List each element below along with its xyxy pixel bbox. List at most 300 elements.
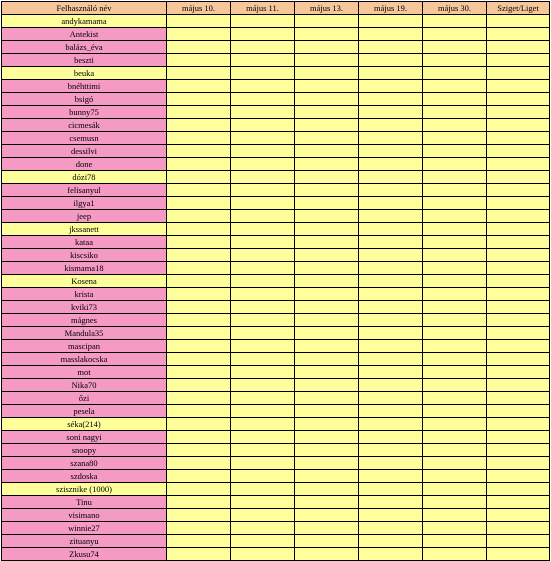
entry-cell[interactable] — [487, 535, 550, 548]
entry-cell[interactable] — [167, 301, 231, 314]
entry-cell[interactable] — [295, 28, 359, 41]
entry-cell[interactable] — [359, 275, 423, 288]
entry-cell[interactable] — [167, 80, 231, 93]
entry-cell[interactable] — [295, 210, 359, 223]
entry-cell[interactable] — [231, 496, 295, 509]
entry-cell[interactable] — [423, 509, 487, 522]
entry-cell[interactable] — [423, 444, 487, 457]
entry-cell[interactable] — [359, 418, 423, 431]
entry-cell[interactable] — [295, 379, 359, 392]
username-cell[interactable]: masslakocska — [2, 353, 167, 366]
username-cell[interactable]: bnéhttimi — [2, 80, 167, 93]
entry-cell[interactable] — [295, 67, 359, 80]
entry-cell[interactable] — [359, 223, 423, 236]
entry-cell[interactable] — [295, 548, 359, 561]
entry-cell[interactable] — [167, 431, 231, 444]
entry-cell[interactable] — [487, 314, 550, 327]
entry-cell[interactable] — [231, 249, 295, 262]
entry-cell[interactable] — [359, 509, 423, 522]
entry-cell[interactable] — [487, 223, 550, 236]
entry-cell[interactable] — [167, 522, 231, 535]
entry-cell[interactable] — [167, 210, 231, 223]
entry-cell[interactable] — [423, 470, 487, 483]
entry-cell[interactable] — [359, 548, 423, 561]
entry-cell[interactable] — [167, 366, 231, 379]
entry-cell[interactable] — [231, 80, 295, 93]
username-cell[interactable]: bsigó — [2, 93, 167, 106]
entry-cell[interactable] — [295, 340, 359, 353]
entry-cell[interactable] — [423, 379, 487, 392]
username-cell[interactable]: szana80 — [2, 457, 167, 470]
header-date-1[interactable]: május 10. — [167, 2, 231, 15]
entry-cell[interactable] — [359, 366, 423, 379]
entry-cell[interactable] — [295, 93, 359, 106]
entry-cell[interactable] — [295, 249, 359, 262]
entry-cell[interactable] — [359, 444, 423, 457]
entry-cell[interactable] — [487, 457, 550, 470]
entry-cell[interactable] — [295, 288, 359, 301]
entry-cell[interactable] — [167, 379, 231, 392]
entry-cell[interactable] — [487, 405, 550, 418]
entry-cell[interactable] — [359, 93, 423, 106]
entry-cell[interactable] — [423, 327, 487, 340]
entry-cell[interactable] — [231, 41, 295, 54]
entry-cell[interactable] — [359, 67, 423, 80]
entry-cell[interactable] — [359, 15, 423, 28]
entry-cell[interactable] — [167, 457, 231, 470]
entry-cell[interactable] — [231, 262, 295, 275]
entry-cell[interactable] — [167, 41, 231, 54]
entry-cell[interactable] — [231, 353, 295, 366]
username-cell[interactable]: séka(214) — [2, 418, 167, 431]
entry-cell[interactable] — [295, 496, 359, 509]
entry-cell[interactable] — [167, 509, 231, 522]
entry-cell[interactable] — [359, 210, 423, 223]
header-username[interactable]: Felhasználó név — [2, 2, 167, 15]
entry-cell[interactable] — [295, 327, 359, 340]
entry-cell[interactable] — [359, 314, 423, 327]
entry-cell[interactable] — [295, 223, 359, 236]
entry-cell[interactable] — [423, 301, 487, 314]
username-cell[interactable]: Nika70 — [2, 379, 167, 392]
username-cell[interactable]: ilgya1 — [2, 197, 167, 210]
entry-cell[interactable] — [295, 392, 359, 405]
entry-cell[interactable] — [231, 210, 295, 223]
entry-cell[interactable] — [487, 548, 550, 561]
entry-cell[interactable] — [295, 54, 359, 67]
entry-cell[interactable] — [487, 54, 550, 67]
entry-cell[interactable] — [231, 197, 295, 210]
entry-cell[interactable] — [295, 405, 359, 418]
entry-cell[interactable] — [231, 522, 295, 535]
entry-cell[interactable] — [359, 288, 423, 301]
entry-cell[interactable] — [295, 275, 359, 288]
username-cell[interactable]: mascipan — [2, 340, 167, 353]
entry-cell[interactable] — [167, 483, 231, 496]
entry-cell[interactable] — [231, 327, 295, 340]
entry-cell[interactable] — [295, 470, 359, 483]
entry-cell[interactable] — [231, 288, 295, 301]
entry-cell[interactable] — [167, 197, 231, 210]
entry-cell[interactable] — [423, 314, 487, 327]
entry-cell[interactable] — [167, 132, 231, 145]
entry-cell[interactable] — [167, 28, 231, 41]
entry-cell[interactable] — [487, 483, 550, 496]
entry-cell[interactable] — [295, 132, 359, 145]
entry-cell[interactable] — [295, 197, 359, 210]
username-cell[interactable]: szdoska — [2, 470, 167, 483]
entry-cell[interactable] — [167, 496, 231, 509]
username-cell[interactable]: kiscsiko — [2, 249, 167, 262]
entry-cell[interactable] — [423, 496, 487, 509]
entry-cell[interactable] — [359, 54, 423, 67]
entry-cell[interactable] — [167, 327, 231, 340]
entry-cell[interactable] — [423, 54, 487, 67]
entry-cell[interactable] — [487, 327, 550, 340]
username-cell[interactable]: bunny75 — [2, 106, 167, 119]
entry-cell[interactable] — [423, 457, 487, 470]
entry-cell[interactable] — [359, 106, 423, 119]
header-date-2[interactable]: május 11. — [231, 2, 295, 15]
entry-cell[interactable] — [295, 444, 359, 457]
entry-cell[interactable] — [359, 28, 423, 41]
entry-cell[interactable] — [231, 509, 295, 522]
entry-cell[interactable] — [167, 288, 231, 301]
entry-cell[interactable] — [423, 522, 487, 535]
entry-cell[interactable] — [359, 301, 423, 314]
entry-cell[interactable] — [359, 496, 423, 509]
entry-cell[interactable] — [487, 496, 550, 509]
entry-cell[interactable] — [295, 106, 359, 119]
header-date-3[interactable]: május 13. — [295, 2, 359, 15]
entry-cell[interactable] — [487, 67, 550, 80]
entry-cell[interactable] — [359, 145, 423, 158]
entry-cell[interactable] — [167, 444, 231, 457]
entry-cell[interactable] — [423, 262, 487, 275]
entry-cell[interactable] — [423, 41, 487, 54]
entry-cell[interactable] — [231, 54, 295, 67]
entry-cell[interactable] — [487, 366, 550, 379]
entry-cell[interactable] — [295, 509, 359, 522]
username-cell[interactable]: balázs_éva — [2, 41, 167, 54]
entry-cell[interactable] — [423, 418, 487, 431]
entry-cell[interactable] — [231, 535, 295, 548]
entry-cell[interactable] — [167, 392, 231, 405]
entry-cell[interactable] — [231, 340, 295, 353]
entry-cell[interactable] — [167, 548, 231, 561]
entry-cell[interactable] — [359, 535, 423, 548]
entry-cell[interactable] — [231, 483, 295, 496]
entry-cell[interactable] — [231, 457, 295, 470]
username-cell[interactable]: szisznike (1000) — [2, 483, 167, 496]
entry-cell[interactable] — [167, 15, 231, 28]
entry-cell[interactable] — [167, 418, 231, 431]
username-cell[interactable]: Kosena — [2, 275, 167, 288]
entry-cell[interactable] — [231, 444, 295, 457]
entry-cell[interactable] — [487, 210, 550, 223]
entry-cell[interactable] — [487, 197, 550, 210]
entry-cell[interactable] — [487, 379, 550, 392]
entry-cell[interactable] — [423, 15, 487, 28]
username-cell[interactable]: beszti — [2, 54, 167, 67]
entry-cell[interactable] — [487, 470, 550, 483]
entry-cell[interactable] — [487, 392, 550, 405]
entry-cell[interactable] — [295, 236, 359, 249]
entry-cell[interactable] — [231, 275, 295, 288]
entry-cell[interactable] — [423, 353, 487, 366]
entry-cell[interactable] — [359, 158, 423, 171]
entry-cell[interactable] — [167, 223, 231, 236]
entry-cell[interactable] — [487, 275, 550, 288]
entry-cell[interactable] — [423, 184, 487, 197]
entry-cell[interactable] — [167, 93, 231, 106]
entry-cell[interactable] — [423, 119, 487, 132]
username-cell[interactable]: andykamama — [2, 15, 167, 28]
entry-cell[interactable] — [295, 15, 359, 28]
username-cell[interactable]: kismama18 — [2, 262, 167, 275]
username-cell[interactable]: őzi — [2, 392, 167, 405]
entry-cell[interactable] — [231, 106, 295, 119]
entry-cell[interactable] — [359, 249, 423, 262]
entry-cell[interactable] — [423, 197, 487, 210]
username-cell[interactable]: csemusn — [2, 132, 167, 145]
entry-cell[interactable] — [231, 392, 295, 405]
entry-cell[interactable] — [487, 106, 550, 119]
entry-cell[interactable] — [167, 249, 231, 262]
entry-cell[interactable] — [231, 67, 295, 80]
username-cell[interactable]: cicmesák — [2, 119, 167, 132]
entry-cell[interactable] — [359, 392, 423, 405]
username-cell[interactable]: jeep — [2, 210, 167, 223]
entry-cell[interactable] — [295, 158, 359, 171]
entry-cell[interactable] — [167, 340, 231, 353]
entry-cell[interactable] — [295, 301, 359, 314]
entry-cell[interactable] — [167, 314, 231, 327]
username-cell[interactable]: dózi78 — [2, 171, 167, 184]
entry-cell[interactable] — [231, 132, 295, 145]
username-cell[interactable]: Zkusu74 — [2, 548, 167, 561]
entry-cell[interactable] — [423, 275, 487, 288]
username-cell[interactable]: done — [2, 158, 167, 171]
entry-cell[interactable] — [231, 15, 295, 28]
entry-cell[interactable] — [231, 145, 295, 158]
username-cell[interactable]: felisanyul — [2, 184, 167, 197]
username-cell[interactable]: Antekist — [2, 28, 167, 41]
username-cell[interactable]: snoopy — [2, 444, 167, 457]
entry-cell[interactable] — [359, 340, 423, 353]
entry-cell[interactable] — [487, 15, 550, 28]
entry-cell[interactable] — [423, 548, 487, 561]
entry-cell[interactable] — [359, 379, 423, 392]
header-sziget-liget[interactable]: Sziget/Liget — [487, 2, 550, 15]
entry-cell[interactable] — [295, 457, 359, 470]
entry-cell[interactable] — [423, 210, 487, 223]
entry-cell[interactable] — [487, 301, 550, 314]
entry-cell[interactable] — [231, 548, 295, 561]
entry-cell[interactable] — [423, 171, 487, 184]
header-date-4[interactable]: május 19. — [359, 2, 423, 15]
entry-cell[interactable] — [167, 145, 231, 158]
entry-cell[interactable] — [295, 41, 359, 54]
entry-cell[interactable] — [295, 418, 359, 431]
entry-cell[interactable] — [359, 470, 423, 483]
entry-cell[interactable] — [231, 171, 295, 184]
entry-cell[interactable] — [167, 405, 231, 418]
entry-cell[interactable] — [231, 119, 295, 132]
entry-cell[interactable] — [487, 184, 550, 197]
entry-cell[interactable] — [231, 301, 295, 314]
entry-cell[interactable] — [487, 431, 550, 444]
entry-cell[interactable] — [423, 158, 487, 171]
entry-cell[interactable] — [359, 80, 423, 93]
entry-cell[interactable] — [487, 340, 550, 353]
entry-cell[interactable] — [359, 41, 423, 54]
entry-cell[interactable] — [423, 80, 487, 93]
entry-cell[interactable] — [231, 314, 295, 327]
entry-cell[interactable] — [359, 457, 423, 470]
entry-cell[interactable] — [167, 54, 231, 67]
entry-cell[interactable] — [231, 223, 295, 236]
username-cell[interactable]: kataa — [2, 236, 167, 249]
entry-cell[interactable] — [231, 28, 295, 41]
entry-cell[interactable] — [423, 145, 487, 158]
entry-cell[interactable] — [167, 171, 231, 184]
username-cell[interactable]: kristа — [2, 288, 167, 301]
entry-cell[interactable] — [487, 236, 550, 249]
entry-cell[interactable] — [167, 262, 231, 275]
username-cell[interactable]: visimano — [2, 509, 167, 522]
username-cell[interactable]: Mandula35 — [2, 327, 167, 340]
entry-cell[interactable] — [231, 236, 295, 249]
entry-cell[interactable] — [423, 366, 487, 379]
entry-cell[interactable] — [167, 535, 231, 548]
entry-cell[interactable] — [231, 405, 295, 418]
entry-cell[interactable] — [295, 483, 359, 496]
entry-cell[interactable] — [295, 522, 359, 535]
entry-cell[interactable] — [359, 132, 423, 145]
entry-cell[interactable] — [487, 158, 550, 171]
entry-cell[interactable] — [167, 470, 231, 483]
entry-cell[interactable] — [487, 418, 550, 431]
username-cell[interactable]: dessilvi — [2, 145, 167, 158]
entry-cell[interactable] — [487, 509, 550, 522]
entry-cell[interactable] — [487, 444, 550, 457]
entry-cell[interactable] — [295, 431, 359, 444]
entry-cell[interactable] — [359, 483, 423, 496]
entry-cell[interactable] — [295, 314, 359, 327]
entry-cell[interactable] — [231, 418, 295, 431]
username-cell[interactable]: mot — [2, 366, 167, 379]
entry-cell[interactable] — [487, 522, 550, 535]
entry-cell[interactable] — [295, 262, 359, 275]
header-date-5[interactable]: május 30. — [423, 2, 487, 15]
username-cell[interactable]: mágnes — [2, 314, 167, 327]
entry-cell[interactable] — [295, 80, 359, 93]
entry-cell[interactable] — [423, 483, 487, 496]
entry-cell[interactable] — [423, 340, 487, 353]
entry-cell[interactable] — [487, 119, 550, 132]
entry-cell[interactable] — [231, 158, 295, 171]
entry-cell[interactable] — [295, 535, 359, 548]
entry-cell[interactable] — [167, 67, 231, 80]
entry-cell[interactable] — [359, 119, 423, 132]
entry-cell[interactable] — [167, 106, 231, 119]
entry-cell[interactable] — [487, 41, 550, 54]
entry-cell[interactable] — [359, 327, 423, 340]
entry-cell[interactable] — [423, 132, 487, 145]
entry-cell[interactable] — [487, 288, 550, 301]
entry-cell[interactable] — [231, 184, 295, 197]
username-cell[interactable]: beuka — [2, 67, 167, 80]
entry-cell[interactable] — [231, 93, 295, 106]
username-cell[interactable]: kviki73 — [2, 301, 167, 314]
entry-cell[interactable] — [359, 353, 423, 366]
entry-cell[interactable] — [487, 93, 550, 106]
entry-cell[interactable] — [359, 262, 423, 275]
entry-cell[interactable] — [231, 470, 295, 483]
entry-cell[interactable] — [423, 106, 487, 119]
entry-cell[interactable] — [295, 119, 359, 132]
entry-cell[interactable] — [295, 366, 359, 379]
username-cell[interactable]: zituanyu — [2, 535, 167, 548]
entry-cell[interactable] — [423, 93, 487, 106]
entry-cell[interactable] — [231, 431, 295, 444]
username-cell[interactable]: Tinu — [2, 496, 167, 509]
entry-cell[interactable] — [167, 119, 231, 132]
entry-cell[interactable] — [423, 431, 487, 444]
entry-cell[interactable] — [487, 132, 550, 145]
entry-cell[interactable] — [167, 184, 231, 197]
entry-cell[interactable] — [359, 171, 423, 184]
entry-cell[interactable] — [487, 262, 550, 275]
entry-cell[interactable] — [487, 145, 550, 158]
entry-cell[interactable] — [487, 171, 550, 184]
entry-cell[interactable] — [423, 535, 487, 548]
entry-cell[interactable] — [487, 353, 550, 366]
entry-cell[interactable] — [423, 28, 487, 41]
entry-cell[interactable] — [359, 522, 423, 535]
entry-cell[interactable] — [167, 353, 231, 366]
entry-cell[interactable] — [423, 223, 487, 236]
entry-cell[interactable] — [423, 288, 487, 301]
entry-cell[interactable] — [167, 236, 231, 249]
entry-cell[interactable] — [167, 275, 231, 288]
entry-cell[interactable] — [295, 171, 359, 184]
entry-cell[interactable] — [423, 405, 487, 418]
entry-cell[interactable] — [167, 158, 231, 171]
entry-cell[interactable] — [359, 405, 423, 418]
username-cell[interactable]: soni nagyi — [2, 431, 167, 444]
entry-cell[interactable] — [423, 249, 487, 262]
entry-cell[interactable] — [231, 366, 295, 379]
entry-cell[interactable] — [295, 145, 359, 158]
entry-cell[interactable] — [359, 184, 423, 197]
entry-cell[interactable] — [295, 184, 359, 197]
entry-cell[interactable] — [359, 431, 423, 444]
entry-cell[interactable] — [423, 67, 487, 80]
entry-cell[interactable] — [487, 80, 550, 93]
username-cell[interactable]: jkssanett — [2, 223, 167, 236]
username-cell[interactable]: pesela — [2, 405, 167, 418]
entry-cell[interactable] — [423, 392, 487, 405]
entry-cell[interactable] — [359, 197, 423, 210]
entry-cell[interactable] — [423, 236, 487, 249]
username-cell[interactable]: winnie27 — [2, 522, 167, 535]
entry-cell[interactable] — [487, 249, 550, 262]
entry-cell[interactable] — [359, 236, 423, 249]
entry-cell[interactable] — [231, 379, 295, 392]
entry-cell[interactable] — [295, 353, 359, 366]
